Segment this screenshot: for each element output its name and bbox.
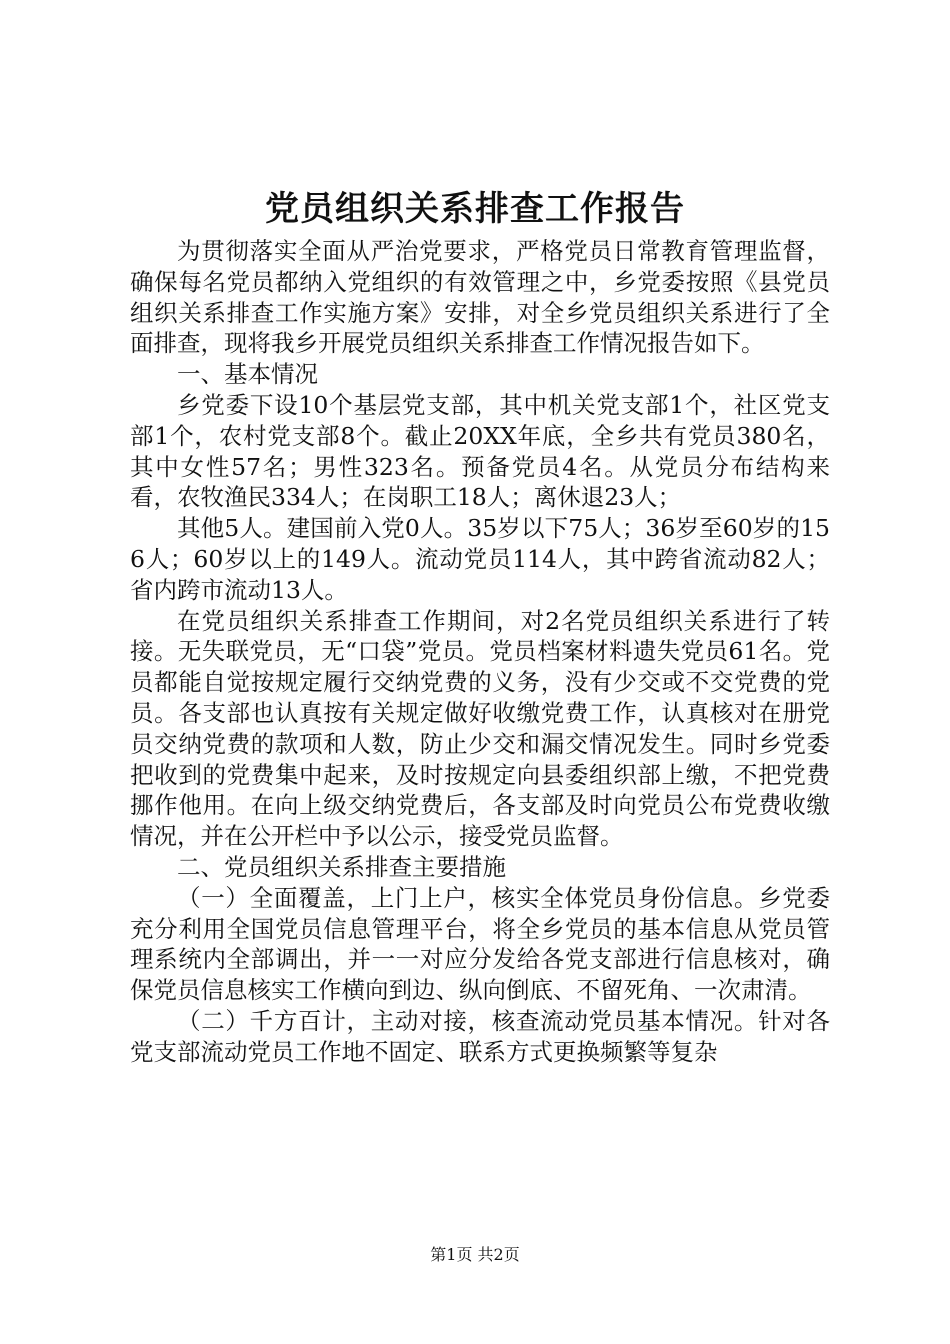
section-heading-measures: 二、党员组织关系排查主要措施	[177, 852, 506, 881]
section-heading-basic-situation: 一、基本情况	[177, 360, 318, 389]
document-body	[130, 236, 830, 1068]
paragraph-basic-stats: 乡党委下设10个基层党支部，其中机关党支部1个，社区党支部1个，农村党支部8个。截止20XX年底，全乡共有党员380名，其中女性57名；男性323名。预备党员4名。从党员分布结构来看，农牧渔民334人；在岗职工18人；离休退23人；	[130, 390, 830, 512]
paragraph-measure-2: （二）千方百计，主动对接，核查流动党员基本情况。针对各党支部流动党员工作地不固定、联系方式更换频繁等复杂	[130, 1006, 830, 1066]
paragraph-age-stats: 其他5人。建国前入党0人。35岁以下75人；36岁至60岁的156人；60岁以上的149人。流动党员114人，其中跨省流动82人；省内跨市流动13人。	[130, 514, 830, 604]
paragraph-intro: 为贯彻落实全面从严治党要求，严格党员日常教育管理监督，确保每名党员都纳入党组织的有效管理之中，乡党委按照《县党员组织关系排查工作实施方案》安排，对全乡党员组织关系进行了全面排查，现将我乡开展党员组织关系排查工作情况报告如下。	[130, 237, 830, 358]
paragraph-measure-1: （一）全面覆盖，上门上户，核实全体党员身份信息。乡党委充分利用全国党员信息管理平台，将全乡党员的基本信息从党员管理系统内全部调出，并一一对应分发给各党支部进行信息核对，确保党员信息核实工作横向到边、纵向倒底、不留死角、一次肃清。	[130, 883, 830, 1005]
document-title: 党员组织关系排查工作报告	[265, 189, 685, 229]
page-number-footer: 第1页 共2页	[430, 1245, 520, 1264]
paragraph-fee-situation: 在党员组织关系排查工作期间，对2名党员组织关系进行了转接。无失联党员，无“口袋”党员。党员档案材料遗失党员61名。党员都能自觉按规定履行交纳党费的义务，没有少交或不交党费的党员。各支部也认真按有关规定做好收缴党费工作，认真核对在册党员交纳党费的款项和人数，防止少交和漏交情况发生。同时乡党委把收到的党费集中起来，及时按规定向县委组织部上缴，不把党费挪作他用。在向上级交纳党费后，各支部及时向党员公布党费收缴情况，并在公开栏中予以公示，接受党员监督。	[130, 606, 830, 851]
